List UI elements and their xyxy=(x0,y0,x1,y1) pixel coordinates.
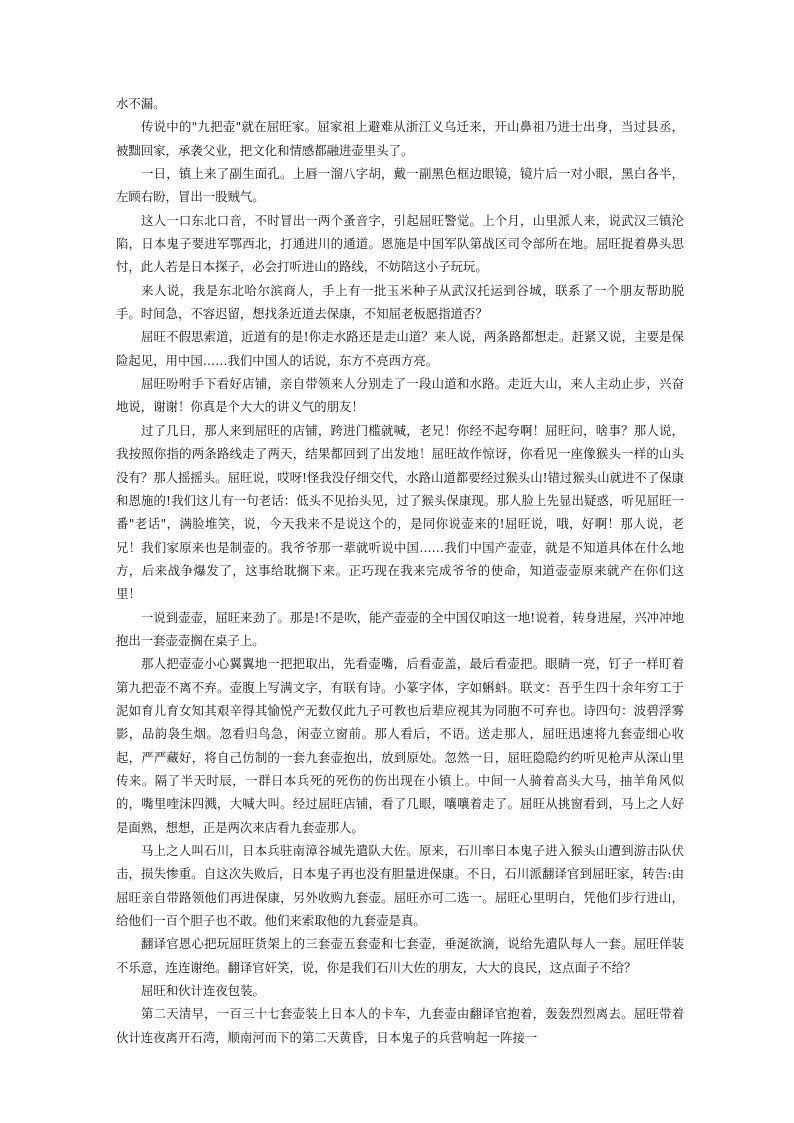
paragraph-4: 这人一口东北口音，不时冒出一两个蚤音字，引起屈旺警觉。上个月，山里派人来，说武汉三镇沦陷，日本鬼子要进军鄂西北，打通进川的通道。恩施是中国军队第战区司令部所在地。屈旺捉着鼻头思忖，此人若是日本探子，必会打听进山的路线，不妨陪这小子玩玩。 xyxy=(116,212,684,275)
paragraph-7: 屈旺吩咐手下看好店铺，亲自带领来人分别走了一段山道和水路。走近大山，来人主动止步，兴奋地说，谢谢！你真是个大大的讲义气的朋友！ xyxy=(116,376,684,415)
paragraph-3: 一日，镇上来了副生面孔。上唇一溜八字胡，戴一副黑色框边眼镜，镜片后一对小眼，黑白各半，左顾右盼，冒出一股贼气。 xyxy=(116,166,684,205)
paragraph-1: 水不漏。 xyxy=(116,96,166,111)
paragraph-6: 屈旺不假思索道，近道有的是!你走水路还是走山道？来人说，两条路都想走。赶紧又说，主要是保险起见，用中国……我们中国人的话说，东方不亮西方亮。 xyxy=(116,329,684,368)
paragraph-14: 第二天清早，一百三十七套壶装上日本人的卡车，九套壶由翻译官抱着，轰轰烈烈离去。屈旺带着伙计连夜离开石湾，顺南河而下的第二天黄昏，日本鬼子的兵营响起一阵接一 xyxy=(116,1006,684,1045)
paragraph-12: 翻译官恩心把玩屈旺货架上的三套壶五套壶和七套壶，垂涎欲滴，说给先遣队每人一套。屈旺佯装不乐意，连连谢绝。翻译官奸笑，说，你是我们石川大佐的朋友，大大的良民，这点面子不给？ xyxy=(116,936,684,975)
paragraph-8: 过了几日，那人来到屈旺的店铺，跨进门槛就喊，老兄！你经不起夸啊！屈旺问，啥事？那人说，我按照你指的两条路线走了两天，结果都回到了出发地！屈旺故作惊讶，你看见一座像猴头一样的山头没有？那人摇摇头。屈旺说，哎呀!怪我没仔细交代，水路山道都要经过猴头山!错过猴头山就进不了保康和恩施的!我们这儿有一句老话：低头不见抬头见，过了猴头保康现。那人脸上先显出疑惑，听见屈旺一番"老话"，满脸堆笑，说，今天我来不是说这个的，是同你说壶来的!屈旺说，哦，好啊！那人说，老兄！我们家原来也是制壶的。我爷爷那一辈就听说中国……我们中国产壶壶，就是不知道具体在什么地方，后来战争爆发了，这事给耽搁下来。正巧现在我来完成爷爷的使命，知道壶壶原来就产在你们这里！ xyxy=(116,422,684,602)
paragraph-11: 马上之人叫石川，日本兵驻南漳谷城先遣队大佐。原来，石川率日本鬼子进入猴头山遭到游击队伏击，损失惨重。自这次失败后，日本鬼子再也没有胆量进保康。不日，石川派翻译官到屈旺家，转告:由屈旺亲自带路领他们再进保康，另外收购九套壶。屈旺亦可二选一。屈旺心里明白，凭他们步行进山，给他们一百个胆子也不敢。他们来索取他的九套壶是真。 xyxy=(116,843,684,929)
paragraph-9: 一说到壶壶，屈旺来劲了。那是!不是吹，能产壶壶的全中国仅咱这一地!说着，转身进屋，兴冲冲地抱出一套壶壶搁在桌子上。 xyxy=(116,609,684,648)
paragraph-13: 屈旺和伙计连夜包装。 xyxy=(141,983,265,999)
document-page xyxy=(116,92,684,1049)
paragraph-2: 传说中的"九把壶"就在屈旺家。屈家祖上避难从浙江义乌迁来，开山鼻祖乃进士出身，当过县丞，被黜回家，承袭父业，把文化和情感都融进壶里头了。 xyxy=(116,119,684,158)
paragraph-5: 来人说，我是东北哈尔滨商人，手上有一批玉米种子从武汉托运到谷城，联系了一个朋友帮助脱手。时间急，不容迟留，想找条近道去保康，不知屈老板愿指道否？ xyxy=(116,282,684,322)
paragraph-10: 那人把壶壶小心翼翼地一把把取出，先看壶嘴，后看壶盖，最后看壶把。眼睛一亮，钉子一样盯着第九把壶不离不弃。壶腹上写满文字，有联有诗。小篆字体，字如蝌蚪。联文：吾乎生四十余年穷工于泥如育儿育女知其艰辛得其愉悦产无数仅此九子可教也后辈应视其为同胞不可弃也。诗四句：波碧浮雾影，品韵袅生烟。忽看归鸟急，闲壶立窗前。那人看后，不语。送走那人，屈旺迅速将九套壶细心收起，严严藏好，将自己仿制的一套九套壶抱出，放到原处。忽然一日，屈旺隐隐约约听见枪声从深山里传来。隔了半天时辰，一群日本兵死的死伤的伤出现在小镇上。中间一人骑着高头大马，抽羊角风似的，嘴里喹沫四溅，大喊大叫。经过屈旺店铺，看了几眼，嚷嚷着走了。屈旺从挑窗看到，马上之人好是面熟，想想，正是两次来店看九套壶那人。 xyxy=(116,656,684,835)
